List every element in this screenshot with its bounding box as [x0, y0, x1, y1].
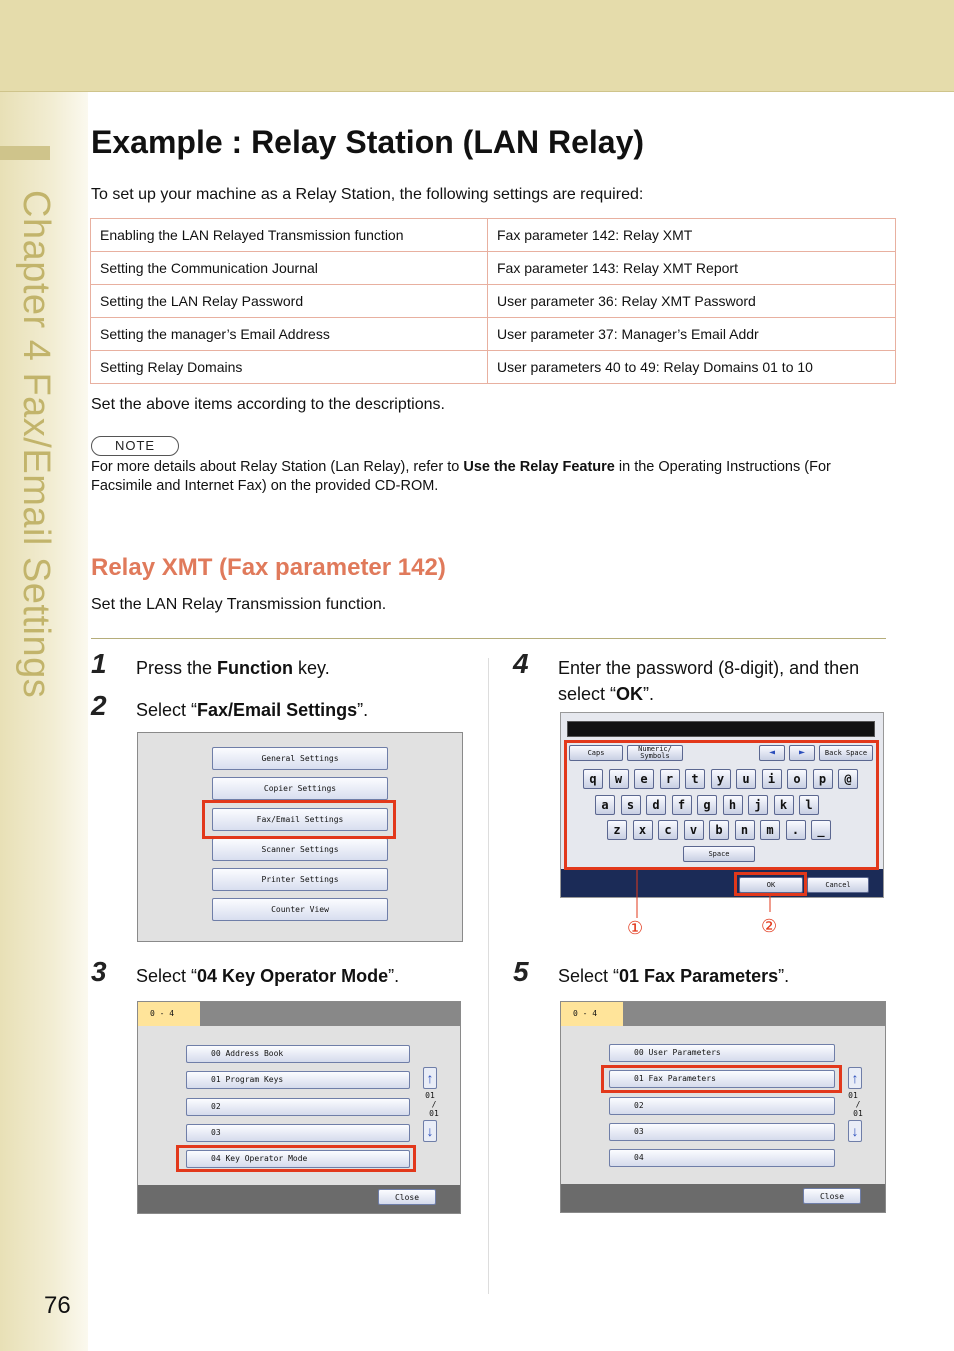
- password-input[interactable]: [567, 721, 875, 737]
- step-number-4: 4: [513, 648, 529, 679]
- subsection-title: Relay XMT (Fax parameter 142): [91, 554, 446, 581]
- step-text-3: Select “04 Key Operator Mode”.: [136, 966, 400, 986]
- key-p[interactable]: p: [813, 769, 833, 789]
- step-number-5: 5: [513, 956, 529, 987]
- scroll-up-icon[interactable]: ↑: [848, 1067, 862, 1089]
- fax-parameters-item[interactable]: 01 Fax Parameters: [609, 1070, 835, 1088]
- setting-cell: Setting the manager’s Email Address: [91, 318, 488, 351]
- parameter-cell: User parameter 36: Relay XMT Password: [488, 285, 896, 318]
- counter-view-button[interactable]: Counter View: [212, 898, 388, 921]
- key-b[interactable]: b: [709, 820, 729, 840]
- key-a[interactable]: a: [595, 795, 615, 815]
- chapter-tab-marker: [0, 146, 50, 160]
- key-y[interactable]: y: [711, 769, 731, 789]
- top-band: [0, 0, 954, 92]
- key-d[interactable]: d: [646, 795, 666, 815]
- table-row: [91, 219, 896, 252]
- setting-cell: Enabling the LAN Relayed Transmission function: [91, 219, 488, 252]
- setting-cell: Setting the Communication Journal: [91, 252, 488, 285]
- scroll-down-icon[interactable]: ↓: [423, 1120, 437, 1142]
- page-current: 01: [848, 1091, 858, 1100]
- caps-key[interactable]: Caps: [569, 745, 623, 761]
- item-02[interactable]: 02: [609, 1097, 835, 1115]
- table-row: [91, 351, 896, 384]
- key-period[interactable]: .: [786, 820, 806, 840]
- parameter-cell: Fax parameter 142: Relay XMT: [488, 219, 896, 252]
- key-e[interactable]: e: [634, 769, 654, 789]
- key-c[interactable]: c: [658, 820, 678, 840]
- printer-settings-button[interactable]: Printer Settings: [212, 868, 388, 891]
- key-z[interactable]: z: [607, 820, 627, 840]
- key-n[interactable]: n: [735, 820, 755, 840]
- key-q[interactable]: q: [583, 769, 603, 789]
- page-number: 76: [44, 1292, 71, 1319]
- item-02[interactable]: 02: [186, 1098, 410, 1116]
- address-book-item[interactable]: 00 Address Book: [186, 1045, 410, 1063]
- step-text-4: Enter the password (8-digit), and then select “OK”.: [558, 658, 860, 704]
- user-parameters-item[interactable]: 00 User Parameters: [609, 1044, 835, 1062]
- general-settings-button[interactable]: General Settings: [212, 747, 388, 770]
- ok-button[interactable]: OK: [739, 877, 803, 893]
- key-operator-screen: [560, 1001, 886, 1213]
- key-at[interactable]: @: [838, 769, 858, 789]
- key-m[interactable]: m: [760, 820, 780, 840]
- key-s[interactable]: s: [621, 795, 641, 815]
- key-w[interactable]: w: [609, 769, 629, 789]
- highlight-keyboard: [564, 740, 879, 870]
- highlight-fax-email: [202, 800, 396, 839]
- key-o[interactable]: o: [787, 769, 807, 789]
- page-current: 01: [425, 1091, 435, 1100]
- key-f[interactable]: f: [672, 795, 692, 815]
- key-k[interactable]: k: [774, 795, 794, 815]
- table-row: [91, 285, 896, 318]
- step-text-2: Select “Fax/Email Settings”.: [136, 700, 369, 720]
- table-row: [91, 318, 896, 351]
- tab-bar: [623, 1002, 885, 1026]
- requirements-table: [90, 218, 896, 384]
- key-h[interactable]: h: [723, 795, 743, 815]
- tab-bar: [200, 1002, 460, 1026]
- parameter-cell: Fax parameter 143: Relay XMT Report: [488, 252, 896, 285]
- after-table-text: Set the above items according to the descriptions.: [91, 396, 445, 413]
- column-divider: [488, 658, 489, 1294]
- scroll-up-icon[interactable]: ↑: [423, 1067, 437, 1089]
- key-g[interactable]: g: [697, 795, 717, 815]
- key-v[interactable]: v: [684, 820, 704, 840]
- parameter-cell: User parameters 40 to 49: Relay Domains 01 to 10: [488, 351, 896, 384]
- callout-2: ②: [761, 916, 778, 936]
- key-i[interactable]: i: [762, 769, 782, 789]
- step-text-1: Press the Function key.: [136, 658, 330, 678]
- section-rule: [91, 638, 886, 639]
- key-x[interactable]: x: [633, 820, 653, 840]
- fax-email-settings-button[interactable]: Fax/Email Settings: [212, 808, 388, 831]
- back-space-key[interactable]: Back Space: [819, 745, 873, 761]
- setting-cell: Setting the LAN Relay Password: [91, 285, 488, 318]
- function-screen: [137, 732, 463, 942]
- step-number-1: 1: [91, 648, 107, 679]
- chapter-label: Chapter 4 Fax/Email Settings: [15, 190, 57, 699]
- key-t[interactable]: t: [685, 769, 705, 789]
- key-j[interactable]: j: [748, 795, 768, 815]
- page-title: Example : Relay Station (LAN Relay): [91, 124, 645, 160]
- note-text: For more details about Relay Station (Lan Relay), refer to Use the Relay Feature in the Operating Instructions (For Facsimile and Internet Fax) on the provided CD-ROM.: [91, 459, 831, 494]
- setting-cell: Setting Relay Domains: [91, 351, 488, 384]
- step-number-3: 3: [91, 956, 107, 987]
- item-04[interactable]: 04: [609, 1149, 835, 1167]
- callout-1: ①: [627, 918, 644, 938]
- item-03[interactable]: 03: [609, 1123, 835, 1141]
- page-total: 01: [853, 1109, 863, 1118]
- table-row: [91, 252, 896, 285]
- tab-range[interactable]: 0 - 4: [561, 1002, 623, 1026]
- left-arrow-icon[interactable]: ◄: [759, 745, 785, 761]
- program-keys-item[interactable]: 01 Program Keys: [186, 1071, 410, 1089]
- page-separator: /: [431, 1100, 437, 1109]
- right-arrow-icon[interactable]: ►: [789, 745, 815, 761]
- highlight-key-operator: [176, 1145, 416, 1172]
- scanner-settings-button[interactable]: Scanner Settings: [212, 838, 388, 861]
- step-text-5: Select “01 Fax Parameters”.: [558, 966, 790, 986]
- key-operator-mode-item[interactable]: 04 Key Operator Mode: [186, 1150, 410, 1168]
- subsection-description: Set the LAN Relay Transmission function.: [91, 596, 387, 613]
- key-u[interactable]: u: [736, 769, 756, 789]
- key-l[interactable]: l: [799, 795, 819, 815]
- parameter-cell: User parameter 37: Manager’s Email Addr: [488, 318, 896, 351]
- note-badge: NOTE: [91, 436, 179, 456]
- close-button[interactable]: Close: [803, 1188, 861, 1204]
- tab-range[interactable]: 0 - 4: [138, 1002, 200, 1026]
- fax-email-screen: [137, 1001, 461, 1214]
- highlight-fax-parameters: [601, 1065, 842, 1093]
- step-number-2: 2: [91, 690, 107, 721]
- callout-lines: [560, 864, 882, 936]
- numeric-symbols-key[interactable]: Numeric/ Symbols: [627, 745, 683, 761]
- key-underscore[interactable]: _: [811, 820, 831, 840]
- key-r[interactable]: r: [660, 769, 680, 789]
- intro-text: To set up your machine as a Relay Station, the following settings are required:: [91, 186, 644, 203]
- page-separator: /: [855, 1100, 861, 1109]
- item-03[interactable]: 03: [186, 1124, 410, 1142]
- close-button[interactable]: Close: [378, 1189, 436, 1205]
- copier-settings-button[interactable]: Copier Settings: [212, 777, 388, 800]
- scroll-down-icon[interactable]: ↓: [848, 1120, 862, 1142]
- space-key[interactable]: Space: [683, 846, 755, 862]
- cancel-button[interactable]: Cancel: [807, 877, 869, 893]
- page-total: 01: [429, 1109, 439, 1118]
